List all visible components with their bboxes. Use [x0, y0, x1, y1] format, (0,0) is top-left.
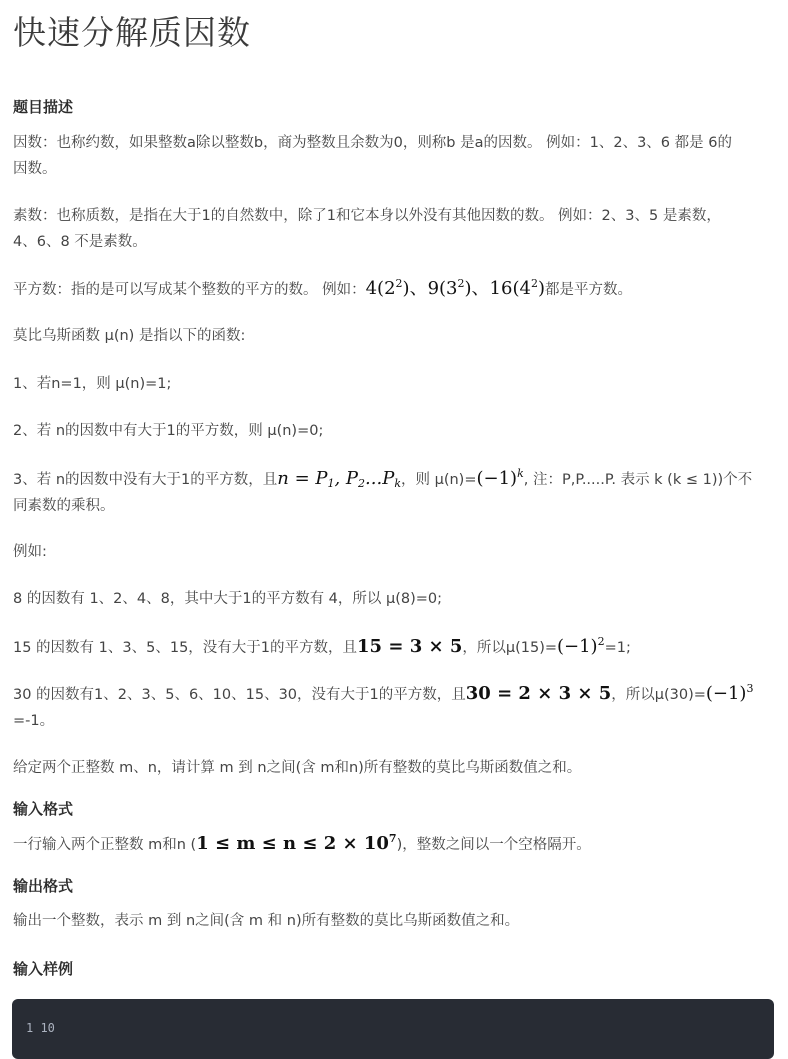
sample-input-heading: 输入样例 — [13, 960, 74, 978]
neg-one-power-k: $(-1)^k$ — [476, 467, 524, 489]
input-format-text — [13, 831, 591, 858]
example-15-prefix: 15 的因数有 1、3、5、15，没有大于1的平方数，且 — [13, 640, 358, 656]
example-30-mid: ，所以μ(30)= — [611, 687, 706, 703]
prime-paragraph — [13, 203, 721, 255]
example-15 — [13, 634, 631, 661]
description-heading: 题目描述 — [13, 98, 74, 116]
rule-1: 1、若n=1，则 μ(n)=1; — [13, 376, 172, 392]
example-30-prefix: 30 的因数有1、2、3、5、6、10、15、30，没有大于1的平方数，且 — [13, 687, 466, 703]
input-range: $1 \le m \le n \le 2 \times 10^7$ — [196, 832, 397, 854]
output-format-heading: 输出格式 — [13, 877, 74, 895]
task-statement: 给定两个正整数 m、n，请计算 m 到 n之间(含 m和n)所有整数的莫比乌斯函数值之和。 — [13, 760, 582, 776]
rule-3-mid: ，则 μ(n)= — [401, 472, 477, 488]
sample-input-code-block[interactable] — [12, 999, 774, 1059]
output-format-text: 输出一个整数，表示 m 到 n之间(含 m 和 n)所有整数的莫比乌斯函数值之和。 — [13, 913, 520, 929]
example-15-mid: ，所以μ(15)= — [462, 640, 557, 656]
math-separator: 、 — [409, 278, 428, 299]
square-example-9: $9(3^2)$ — [427, 277, 472, 299]
square-paragraph — [13, 276, 632, 303]
neg-one-cubed: $(-1)^3$ — [705, 682, 754, 704]
square-example-16: $16(4^2)$ — [489, 277, 545, 299]
example-label: 例如: — [13, 544, 47, 560]
equation-15: 15 = 3 × 5 — [357, 636, 463, 657]
rule-3 — [13, 466, 752, 519]
equation-30: 30 = 2 × 3 × 5 — [465, 683, 612, 704]
sample-input-text: 1 10 — [26, 1021, 55, 1035]
page-title: 快速分解质因数 — [13, 13, 251, 52]
input-suffix: )，整数之间以一个空格隔开。 — [396, 837, 591, 853]
square-suffix: 都是平方数。 — [544, 282, 632, 298]
neg-one-squared: $(-1)^2$ — [557, 635, 605, 657]
example-15-suffix: =1; — [604, 640, 631, 656]
factor-paragraph — [13, 130, 732, 182]
prime-product-formula: $n = P_1$, $P_2...P_k$ — [277, 468, 401, 490]
factor-line-2: 因数。 — [13, 161, 57, 177]
square-prefix: 平方数：指的是可以写成某个整数的平方的数。 例如： — [13, 282, 366, 298]
mobius-intro: 莫比乌斯函数 μ(n) 是指以下的函数: — [13, 328, 246, 344]
factor-line-1: 因数：也称约数，如果整数a除以整数b，商为整数且余数为0，则称b 是a的因数。 例如：1、2、3、6 都是 6的 — [13, 135, 732, 151]
example-30-line-2: =-1。 — [13, 713, 55, 729]
rule-3-suffix: , 注：P,P.....P. 表示 k (k ≤ 1))个不 — [523, 472, 753, 488]
square-example-4: $4(2^2)$ — [365, 277, 410, 299]
rule-3-prefix: 3、若 n的因数中没有大于1的平方数，且 — [13, 472, 278, 488]
example-30-line-1 — [13, 681, 753, 708]
input-format-heading: 输入格式 — [13, 800, 74, 818]
math-separator: 、 — [471, 278, 490, 299]
prime-line-1: 素数：也称质数，是指在大于1的自然数中，除了1和它本身以外没有其他因数的数。 例如：2、3、5 是素数， — [13, 208, 721, 224]
prime-line-2: 4、6、8 不是素数。 — [13, 234, 147, 250]
example-8: 8 的因数有 1、2、4、8，其中大于1的平方数有 4，所以 μ(8)=0; — [13, 591, 443, 607]
input-prefix: 一行输入两个正整数 m和n ( — [13, 837, 197, 853]
rule-2: 2、若 n的因数中有大于1的平方数，则 μ(n)=0; — [13, 423, 324, 439]
rule-3-line-1 — [13, 466, 752, 493]
rule-3-line-2: 同素数的乘积。 — [13, 498, 115, 514]
example-30 — [13, 681, 753, 734]
